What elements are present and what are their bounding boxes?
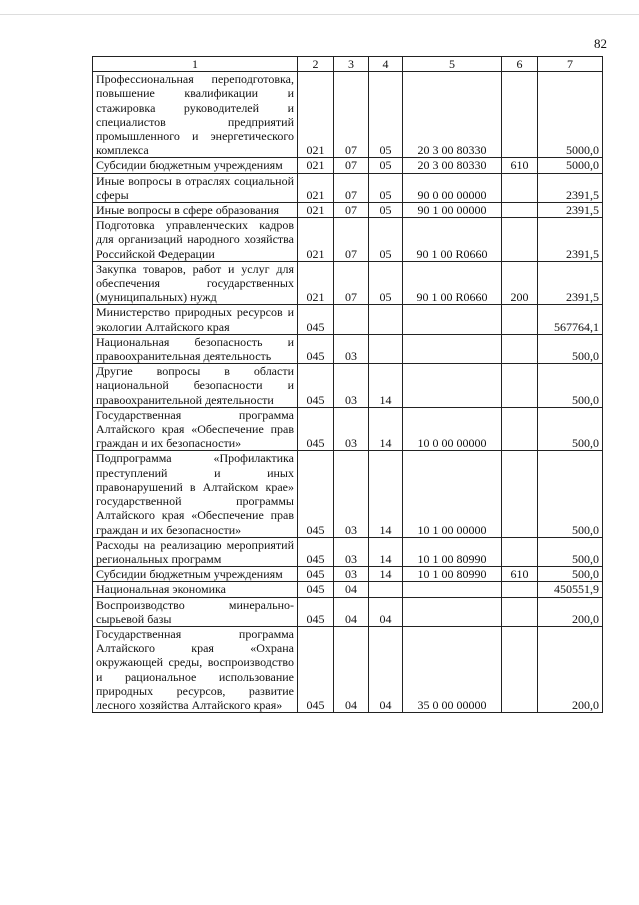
target-article-cell: 10 1 00 00000	[403, 451, 502, 537]
sum-cell: 200,0	[538, 597, 603, 626]
grbs-cell: 021	[298, 218, 334, 262]
table-row	[93, 364, 603, 408]
grbs-cell: 045	[298, 305, 334, 334]
row-name-cell: Субсидии бюджетным учреждениям	[93, 567, 298, 582]
table-row	[93, 451, 603, 537]
section-cell: 07	[334, 218, 369, 262]
row-name-cell: Министерство природных ресурсов и экологии Алтайского края	[93, 305, 298, 334]
grbs-cell: 045	[298, 334, 334, 363]
expense-type-cell	[502, 537, 538, 566]
column-header: 7	[538, 57, 603, 72]
sum-cell: 5000,0	[538, 72, 603, 158]
grbs-cell: 045	[298, 567, 334, 582]
grbs-cell: 045	[298, 364, 334, 408]
subsection-cell	[369, 305, 403, 334]
section-cell: 04	[334, 626, 369, 712]
section-cell: 07	[334, 203, 369, 218]
target-article-cell: 20 3 00 80330	[403, 72, 502, 158]
table-row	[93, 582, 603, 597]
expense-type-cell	[502, 72, 538, 158]
grbs-cell: 021	[298, 261, 334, 305]
table-body	[93, 72, 603, 713]
target-article-cell: 90 1 00 00000	[403, 203, 502, 218]
row-name-cell: Национальная экономика	[93, 582, 298, 597]
scan-top-edge	[0, 14, 639, 15]
target-article-cell: 90 1 00 R0660	[403, 218, 502, 262]
sum-cell: 5000,0	[538, 158, 603, 173]
expense-type-cell	[502, 173, 538, 202]
column-header: 2	[298, 57, 334, 72]
sum-cell: 450551,9	[538, 582, 603, 597]
section-cell: 07	[334, 261, 369, 305]
expense-type-cell	[502, 334, 538, 363]
table-row	[93, 203, 603, 218]
grbs-cell: 045	[298, 626, 334, 712]
grbs-cell: 021	[298, 158, 334, 173]
section-cell: 07	[334, 173, 369, 202]
sum-cell: 500,0	[538, 567, 603, 582]
row-name-cell: Субсидии бюджетным учреждениям	[93, 158, 298, 173]
target-article-cell: 90 0 00 00000	[403, 173, 502, 202]
row-name-cell: Подпрограмма «Профилактика преступлений и иных правонарушений в Алтайском крае» государственной программы Алтайского края «Обеспечение прав граждан и их безопасности»	[93, 451, 298, 537]
table-row	[93, 173, 603, 202]
sum-cell: 2391,5	[538, 173, 603, 202]
target-article-cell: 10 0 00 00000	[403, 407, 502, 451]
subsection-cell: 14	[369, 451, 403, 537]
section-cell: 07	[334, 72, 369, 158]
row-name-cell: Иные вопросы в отраслях социальной сферы	[93, 173, 298, 202]
expense-type-cell	[502, 364, 538, 408]
subsection-cell	[369, 582, 403, 597]
section-cell: 04	[334, 597, 369, 626]
column-header: 4	[369, 57, 403, 72]
table-row	[93, 305, 603, 334]
sum-cell: 500,0	[538, 334, 603, 363]
target-article-cell: 10 1 00 80990	[403, 537, 502, 566]
section-cell: 03	[334, 334, 369, 363]
grbs-cell: 021	[298, 72, 334, 158]
grbs-cell: 021	[298, 173, 334, 202]
section-cell: 03	[334, 567, 369, 582]
subsection-cell: 05	[369, 158, 403, 173]
column-header: 6	[502, 57, 538, 72]
expense-type-cell	[502, 218, 538, 262]
header-row	[93, 57, 603, 72]
target-article-cell	[403, 364, 502, 408]
target-article-cell	[403, 582, 502, 597]
section-cell: 04	[334, 582, 369, 597]
expense-type-cell	[502, 305, 538, 334]
row-name-cell: Другие вопросы в области национальной безопасности и правоохранительной деятельности	[93, 364, 298, 408]
expense-type-cell	[502, 597, 538, 626]
subsection-cell: 05	[369, 218, 403, 262]
target-article-cell: 20 3 00 80330	[403, 158, 502, 173]
section-cell: 03	[334, 537, 369, 566]
expense-type-cell: 610	[502, 567, 538, 582]
row-name-cell: Государственная программа Алтайского края «Обеспечение прав граждан и их безопасности»	[93, 407, 298, 451]
table-row	[93, 334, 603, 363]
subsection-cell: 05	[369, 173, 403, 202]
table-row	[93, 72, 603, 158]
subsection-cell: 04	[369, 626, 403, 712]
grbs-cell: 021	[298, 203, 334, 218]
table-row	[93, 407, 603, 451]
sum-cell: 500,0	[538, 407, 603, 451]
target-article-cell: 90 1 00 R0660	[403, 261, 502, 305]
subsection-cell: 05	[369, 203, 403, 218]
table-row	[93, 158, 603, 173]
expense-type-cell	[502, 407, 538, 451]
expense-type-cell: 610	[502, 158, 538, 173]
sum-cell: 500,0	[538, 364, 603, 408]
section-cell	[334, 305, 369, 334]
table-row	[93, 261, 603, 305]
row-name-cell: Подготовка управленческих кадров для организаций народного хозяйства Российской Федерации	[93, 218, 298, 262]
row-name-cell: Государственная программа Алтайского края «Охрана окружающей среды, воспроизводство и рациональное использование природных ресурсов, развитие лесного хозяйства Алтайского края»	[93, 626, 298, 712]
row-name-cell: Иные вопросы в сфере образования	[93, 203, 298, 218]
column-header: 1	[93, 57, 298, 72]
row-name-cell: Национальная безопасность и правоохранительная деятельность	[93, 334, 298, 363]
sum-cell: 200,0	[538, 626, 603, 712]
table-row	[93, 626, 603, 712]
table-row	[93, 218, 603, 262]
column-header: 3	[334, 57, 369, 72]
expense-type-cell: 200	[502, 261, 538, 305]
grbs-cell: 045	[298, 537, 334, 566]
section-cell: 03	[334, 451, 369, 537]
section-cell: 03	[334, 407, 369, 451]
grbs-cell: 045	[298, 407, 334, 451]
expense-type-cell	[502, 582, 538, 597]
subsection-cell: 14	[369, 407, 403, 451]
target-article-cell	[403, 597, 502, 626]
subsection-cell	[369, 334, 403, 363]
subsection-cell: 14	[369, 364, 403, 408]
target-article-cell: 10 1 00 80990	[403, 567, 502, 582]
subsection-cell: 14	[369, 537, 403, 566]
table-row	[93, 567, 603, 582]
column-header: 5	[403, 57, 502, 72]
section-cell: 03	[334, 364, 369, 408]
expense-type-cell	[502, 203, 538, 218]
grbs-cell: 045	[298, 582, 334, 597]
row-name-cell: Профессиональная переподготовка, повышение квалификации и стажировка руководителей и специалистов предприятий промышленного и энергетического комплекса	[93, 72, 298, 158]
target-article-cell	[403, 305, 502, 334]
sum-cell: 500,0	[538, 537, 603, 566]
sum-cell: 500,0	[538, 451, 603, 537]
subsection-cell: 05	[369, 72, 403, 158]
row-name-cell: Расходы на реализацию мероприятий региональных программ	[93, 537, 298, 566]
section-cell: 07	[334, 158, 369, 173]
subsection-cell: 05	[369, 261, 403, 305]
grbs-cell: 045	[298, 451, 334, 537]
target-article-cell: 35 0 00 00000	[403, 626, 502, 712]
subsection-cell: 04	[369, 597, 403, 626]
sum-cell: 567764,1	[538, 305, 603, 334]
sum-cell: 2391,5	[538, 218, 603, 262]
row-name-cell: Воспроизводство минерально-сырьевой базы	[93, 597, 298, 626]
sum-cell: 2391,5	[538, 203, 603, 218]
target-article-cell	[403, 334, 502, 363]
row-name-cell: Закупка товаров, работ и услуг для обеспечения государственных (муниципальных) нужд	[93, 261, 298, 305]
table-row	[93, 597, 603, 626]
budget-table	[92, 56, 603, 713]
table-row	[93, 537, 603, 566]
expense-type-cell	[502, 626, 538, 712]
expense-type-cell	[502, 451, 538, 537]
subsection-cell: 14	[369, 567, 403, 582]
sum-cell: 2391,5	[538, 261, 603, 305]
grbs-cell: 045	[298, 597, 334, 626]
page-number: 82	[594, 36, 607, 51]
